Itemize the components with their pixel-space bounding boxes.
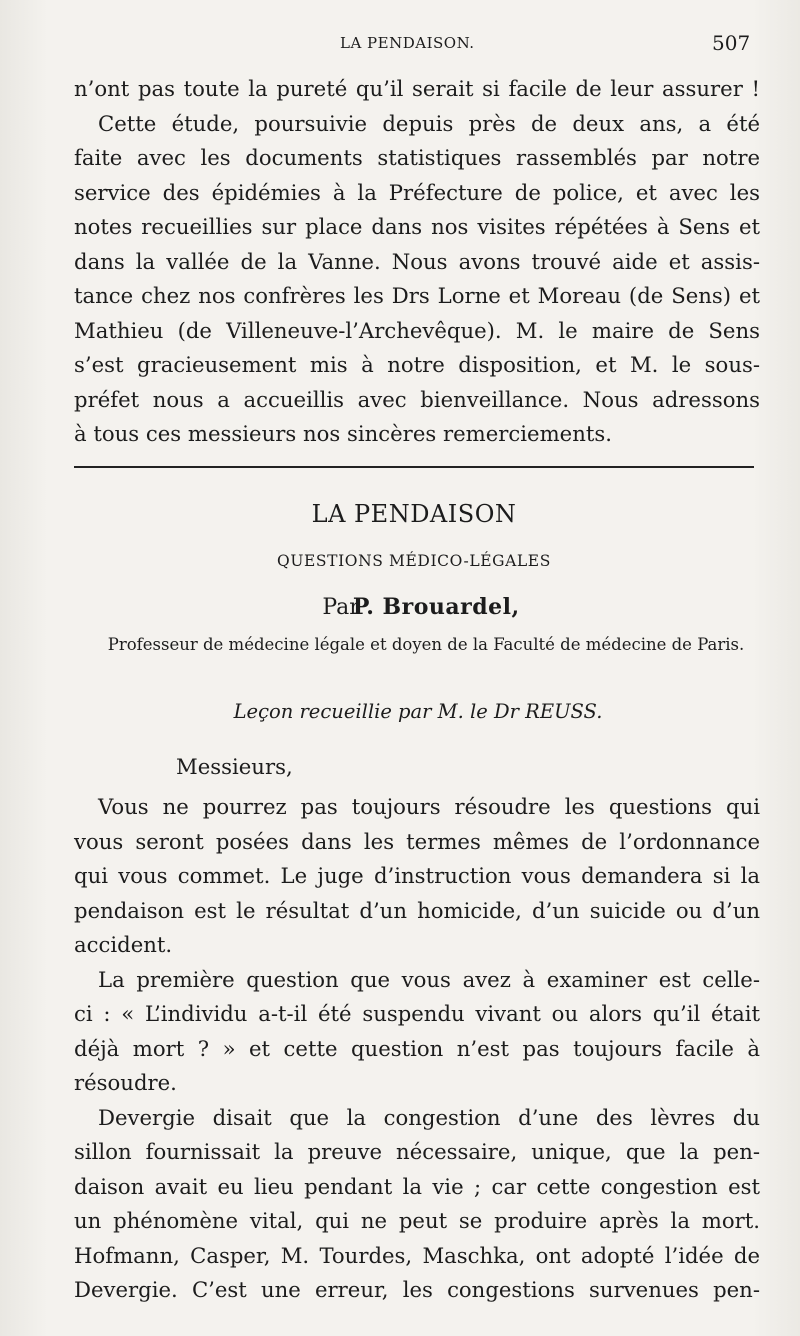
- text-line: déjà mort ? » et cette question n’est pas toujours facile à: [74, 1035, 760, 1061]
- text-line: Cette étude, poursuivie depuis près de deux ans, a été: [98, 110, 760, 136]
- text-line: faite avec les documents statistiques rassemblés par notre: [74, 145, 760, 170]
- text-line: ci : « L’individu a-t-il été suspendu vivant ou alors qu’il était: [74, 1001, 760, 1026]
- salutation: Messieurs,: [176, 754, 293, 779]
- author-prefix: Par: [322, 595, 360, 620]
- text-line: dans la vallée de la Vanne. Nous avons trouvé aide et assis-: [74, 248, 760, 274]
- text-line: sillon fournissait la preuve nécessaire, unique, que la pen-: [74, 1139, 760, 1164]
- lecture-credit: Leçon recueillie par M. le Dr REUSS.: [233, 700, 603, 723]
- text-line: Devergie. C’est une erreur, les congestions survenues pen-: [74, 1277, 760, 1302]
- text-line: Mathieu (de Villeneuve-l’Archevêque). M. le maire de Sens: [74, 317, 760, 343]
- text-line: n’ont pas toute la pureté qu’il serait si facile de leur assurer !: [74, 76, 760, 101]
- author-affiliation: Professeur de médecine légale et doyen de la Faculté de médecine de Paris.: [107, 635, 745, 654]
- lecture-text: [74, 790, 760, 1308]
- text-line: Vous ne pourrez pas toujours résoudre les questions qui: [98, 794, 760, 819]
- text-line: qui vous commet. Le juge d’instruction vous demandera si la: [74, 863, 760, 888]
- page-number: 507: [712, 31, 751, 55]
- text-line: s’est gracieusement mis à notre disposition, et M. le sous-: [74, 352, 760, 377]
- text-line: service des épidémies à la Préfecture de police, et avec les: [74, 179, 760, 205]
- article-author: [0, 594, 800, 620]
- text-line: Hofmann, Casper, M. Tourdes, Maschka, ont adopté l’idée de: [74, 1242, 760, 1268]
- text-line: vous seront posées dans les termes mêmes de l’ordonnance: [74, 828, 760, 854]
- text-line: Devergie disait que la congestion d’une des lèvres du: [98, 1104, 760, 1130]
- article-subtitle: QUESTIONS MÉDICO-LÉGALES: [277, 552, 551, 570]
- text-line: La première question que vous avez à examiner est celle-: [98, 966, 760, 992]
- running-head-title: LA PENDAISON.: [340, 34, 475, 52]
- article-title: LA PENDAISON: [311, 500, 517, 528]
- text-line: notes recueillies sur place dans nos visites répétées à Sens et: [74, 214, 760, 239]
- section-divider: [74, 466, 754, 468]
- text-line: préfet nous a accueillis avec bienveillance. Nous adressons: [74, 386, 760, 412]
- preceding-article-text: [74, 72, 760, 452]
- text-line: un phénomène vital, qui ne peut se produire après la mort.: [74, 1208, 760, 1233]
- text-line: tance chez nos confrères les Drs Lorne et Moreau (de Sens) et: [74, 283, 760, 308]
- author-name: P. Brouardel,: [352, 594, 520, 620]
- text-line: daison avait eu lieu pendant la vie ; car cette congestion est: [74, 1173, 760, 1199]
- text-line: accident.: [74, 932, 173, 957]
- text-line: résoudre.: [74, 1070, 177, 1095]
- running-head: [0, 31, 800, 62]
- text-line: à tous ces messieurs nos sincères remerciements.: [74, 421, 612, 446]
- text-line: pendaison est le résultat d’un homicide, d’un suicide ou d’un: [74, 897, 760, 923]
